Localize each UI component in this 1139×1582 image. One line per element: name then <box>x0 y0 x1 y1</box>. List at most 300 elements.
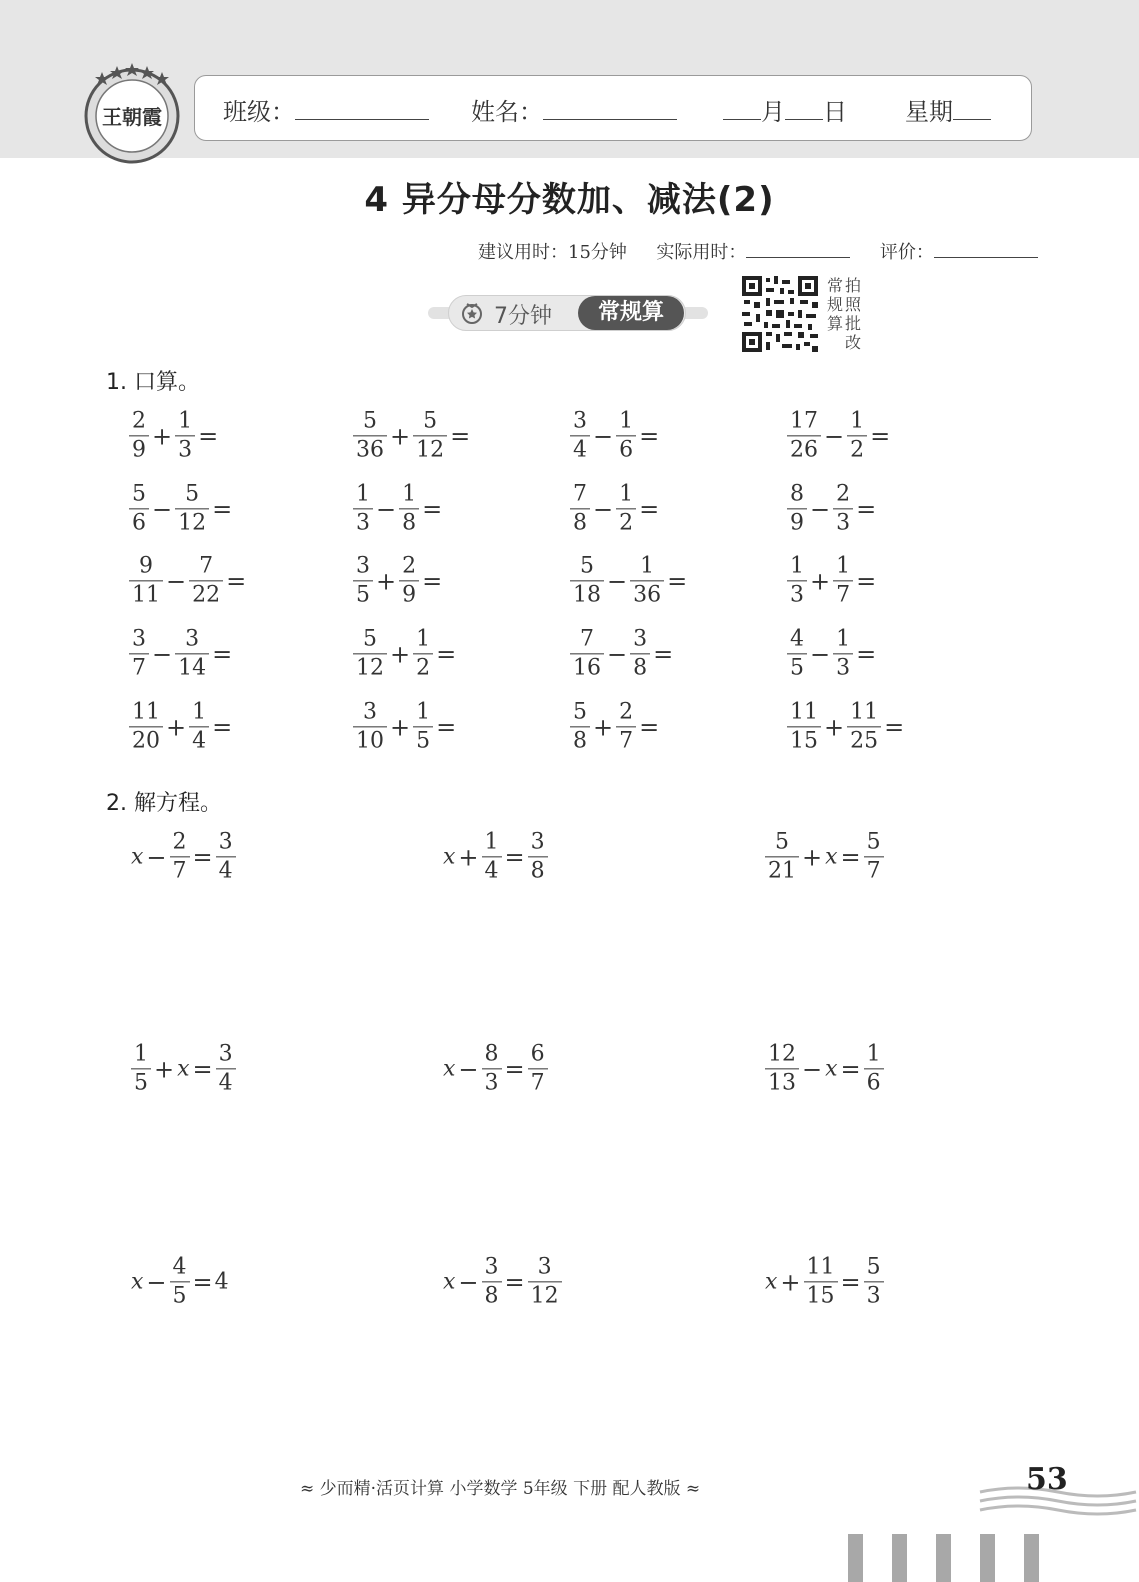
equals-sign: = <box>667 566 688 595</box>
fraction <box>570 480 590 537</box>
denominator: 8 <box>530 858 545 884</box>
variable-x: x <box>825 844 838 870</box>
operator: − <box>593 494 614 523</box>
denominator: 15 <box>806 1283 835 1309</box>
fraction <box>616 407 636 464</box>
fraction <box>399 480 419 537</box>
denominator: 2 <box>619 510 634 536</box>
fraction <box>787 407 821 464</box>
denominator: 26 <box>790 437 818 463</box>
equals-sign: = <box>422 566 443 595</box>
oral-problem <box>352 407 472 464</box>
denominator: 21 <box>768 858 796 884</box>
equals-sign: = <box>212 712 233 741</box>
equation-problem <box>130 1040 237 1097</box>
oral-problem <box>352 552 444 609</box>
fraction <box>189 552 223 609</box>
denominator: 11 <box>132 582 160 608</box>
operator: − <box>152 494 173 523</box>
equals-sign: = <box>639 712 660 741</box>
numerator: 5 <box>866 829 881 855</box>
suggested-time: 建议用时：15分钟 <box>478 242 627 263</box>
fraction <box>616 698 636 755</box>
fraction <box>847 698 881 755</box>
oral-problem <box>128 625 234 682</box>
numerator: 3 <box>356 553 370 579</box>
page-number: 53 <box>1026 1462 1068 1497</box>
denominator: 4 <box>192 728 207 754</box>
operator: + <box>593 712 614 741</box>
numerator: 2 <box>402 553 417 579</box>
fraction <box>353 698 387 755</box>
actual-time-label: 实际用时： <box>656 242 747 263</box>
denominator: 22 <box>192 582 221 608</box>
fraction <box>787 552 807 609</box>
fraction <box>864 1040 884 1097</box>
operator: + <box>780 1267 801 1296</box>
equals-sign: = <box>840 842 861 871</box>
fraction <box>353 480 373 537</box>
numerator: 5 <box>866 1254 881 1280</box>
operator: + <box>166 712 187 741</box>
numerator: 7 <box>573 481 587 507</box>
denominator: 7 <box>866 858 881 884</box>
equals-sign: = <box>884 712 905 741</box>
fraction <box>864 828 884 885</box>
denominator: 7 <box>836 582 851 608</box>
fraction <box>189 698 209 755</box>
numerator: 3 <box>363 699 377 725</box>
fraction <box>570 625 604 682</box>
denominator: 3 <box>790 582 804 608</box>
equals-sign: = <box>840 1267 861 1296</box>
denominator: 5 <box>790 655 804 681</box>
denominator: 2 <box>416 655 431 681</box>
denominator: 18 <box>573 582 601 608</box>
numerator: 1 <box>790 553 804 579</box>
operator: − <box>824 421 845 450</box>
variable-x: x <box>131 844 144 870</box>
fraction <box>630 625 650 682</box>
equation-problem <box>764 828 885 885</box>
numerator: 11 <box>806 1254 835 1280</box>
section-equation-title: 2. 解方程。 <box>106 791 222 816</box>
oral-problem <box>786 480 878 537</box>
numerator: 12 <box>768 1041 796 1067</box>
fraction <box>129 407 149 464</box>
fraction <box>616 480 636 537</box>
edge-tab-bars <box>848 1534 1039 1582</box>
numerator: 9 <box>139 553 153 579</box>
oral-problem <box>569 552 689 609</box>
timing-row <box>478 238 1038 264</box>
denominator: 8 <box>633 655 648 681</box>
denominator: 6 <box>866 1070 881 1096</box>
numerator: 2 <box>172 829 187 855</box>
numerator: 1 <box>134 1041 148 1067</box>
numerator: 1 <box>866 1041 881 1067</box>
fraction <box>170 1253 190 1310</box>
numerator: 1 <box>850 408 865 434</box>
denominator: 10 <box>356 728 384 754</box>
numerator: 3 <box>132 626 146 652</box>
equals-sign: = <box>436 712 457 741</box>
numerator: 5 <box>363 408 377 434</box>
equals-sign: = <box>653 639 674 668</box>
fraction <box>482 828 502 885</box>
fraction <box>833 480 853 537</box>
numerator: 5 <box>580 553 594 579</box>
variable-x: x <box>825 1056 838 1082</box>
page-title: 4 异分母分数加、减法(2) <box>364 180 775 220</box>
weekday-label: 星期 <box>905 98 953 126</box>
actual-time-blank[interactable] <box>746 243 850 258</box>
numerator: 1 <box>356 481 370 507</box>
numerator: 1 <box>836 626 851 652</box>
fraction <box>353 407 387 464</box>
numerator: 1 <box>619 481 634 507</box>
numerator: 1 <box>484 829 499 855</box>
denominator: 14 <box>178 655 207 681</box>
numerator: 11 <box>790 699 818 725</box>
oral-problem <box>352 625 458 682</box>
fraction <box>833 552 853 609</box>
denominator: 5 <box>172 1283 187 1309</box>
student-info-box <box>194 75 1032 141</box>
numerator: 1 <box>416 699 431 725</box>
section-oral-title: 1. 口算。 <box>106 370 200 395</box>
numerator: 2 <box>836 481 851 507</box>
oral-problem <box>569 625 675 682</box>
oral-problem <box>569 407 661 464</box>
month-blank[interactable] <box>723 99 761 120</box>
fraction <box>765 1040 799 1097</box>
denominator: 36 <box>356 437 384 463</box>
fraction <box>413 625 433 682</box>
numerator: 1 <box>178 408 193 434</box>
numerator: 17 <box>790 408 818 434</box>
qr-caption-left: 常规算 <box>826 276 843 333</box>
denominator: 9 <box>132 437 146 463</box>
denominator: 5 <box>416 728 431 754</box>
name-blank[interactable] <box>543 99 677 120</box>
rating-blank[interactable] <box>934 243 1038 258</box>
denominator: 4 <box>484 858 499 884</box>
denominator: 7 <box>619 728 634 754</box>
badge-time: 7分钟 <box>494 304 552 329</box>
equals-sign: = <box>856 494 877 523</box>
operator: − <box>810 639 831 668</box>
equals-sign: = <box>840 1054 861 1083</box>
operator: − <box>166 566 187 595</box>
class-field[interactable] <box>223 92 429 127</box>
numerator: 1 <box>836 553 851 579</box>
numerator: 4 <box>790 626 804 652</box>
numerator: 7 <box>199 553 214 579</box>
fraction <box>129 480 149 537</box>
denominator: 4 <box>218 858 233 884</box>
fraction <box>399 552 419 609</box>
denominator: 3 <box>836 655 851 681</box>
denominator: 3 <box>356 510 370 536</box>
oral-problem <box>128 480 234 537</box>
fraction <box>570 407 590 464</box>
class-blank[interactable] <box>295 99 429 120</box>
denominator: 25 <box>850 728 879 754</box>
equals-sign: = <box>198 421 219 450</box>
day-blank[interactable] <box>785 99 823 120</box>
fraction <box>170 828 190 885</box>
oral-problem <box>786 407 892 464</box>
operator: + <box>152 421 173 450</box>
medal-icon <box>460 301 484 325</box>
oral-problem <box>786 625 878 682</box>
oral-problem <box>786 698 906 755</box>
numerator: 3 <box>218 829 233 855</box>
oral-problem <box>786 552 878 609</box>
denominator: 3 <box>866 1283 881 1309</box>
equals-sign: = <box>856 639 877 668</box>
fraction <box>175 480 209 537</box>
operator: − <box>802 1054 823 1083</box>
denominator: 5 <box>356 582 370 608</box>
logo-text: 王朝霞 <box>102 105 162 129</box>
operator: − <box>593 421 614 450</box>
denominator: 3 <box>836 510 851 536</box>
numerator: 11 <box>850 699 879 725</box>
oral-problem <box>569 480 661 537</box>
denominator: 12 <box>416 437 445 463</box>
equation-problem <box>442 828 549 885</box>
numerator: 7 <box>580 626 594 652</box>
fraction <box>216 1040 236 1097</box>
fraction <box>528 1040 548 1097</box>
fraction <box>864 1253 884 1310</box>
operator: + <box>802 842 823 871</box>
operator: + <box>824 712 845 741</box>
equation-problem <box>130 828 237 885</box>
fraction <box>413 407 447 464</box>
numerator: 5 <box>363 626 377 652</box>
numerator: 1 <box>640 553 655 579</box>
operator: − <box>458 1054 479 1083</box>
name-label: 姓名： <box>471 98 543 126</box>
denominator: 4 <box>573 437 587 463</box>
denominator: 12 <box>178 510 207 536</box>
fraction <box>353 625 387 682</box>
fraction <box>216 828 236 885</box>
fraction <box>175 407 195 464</box>
equals-sign: = <box>639 421 660 450</box>
denominator: 7 <box>530 1070 545 1096</box>
denominator: 7 <box>172 858 187 884</box>
numerator: 3 <box>530 829 545 855</box>
denominator: 3 <box>178 437 193 463</box>
equation-problem <box>764 1253 885 1310</box>
numerator: 1 <box>619 408 634 434</box>
operator: + <box>458 842 479 871</box>
equation-problem <box>764 1040 885 1097</box>
denominator: 13 <box>768 1070 796 1096</box>
oral-problem <box>128 552 248 609</box>
equals-sign: = <box>450 421 471 450</box>
denominator: 5 <box>134 1070 148 1096</box>
equation-problem <box>442 1040 549 1097</box>
operator: − <box>376 494 397 523</box>
operator: − <box>146 1267 167 1296</box>
denominator: 20 <box>132 728 160 754</box>
numerator: 3 <box>218 1041 233 1067</box>
equals-sign: = <box>639 494 660 523</box>
operator: + <box>390 421 411 450</box>
equals-sign: = <box>192 1267 213 1296</box>
equals-sign: = <box>212 494 233 523</box>
equation-problem <box>442 1253 563 1310</box>
denominator: 8 <box>484 1283 499 1309</box>
fraction <box>787 480 807 537</box>
denominator: 8 <box>402 510 417 536</box>
numerator: 5 <box>132 481 146 507</box>
denominator: 15 <box>790 728 818 754</box>
equals-sign: = <box>226 566 247 595</box>
fraction <box>630 552 664 609</box>
badge-tag: 常规算 <box>578 296 684 330</box>
operator: − <box>458 1267 479 1296</box>
equals-sign: = <box>504 842 525 871</box>
month-label: 月 <box>761 98 785 126</box>
equation-problem <box>130 1253 229 1310</box>
numerator: 2 <box>619 699 634 725</box>
numerator: 3 <box>633 626 648 652</box>
denominator: 7 <box>132 655 146 681</box>
numerator: 8 <box>790 481 804 507</box>
fraction <box>528 828 548 885</box>
equals-sign: = <box>504 1267 525 1296</box>
numerator: 3 <box>484 1254 499 1280</box>
fraction <box>787 698 821 755</box>
day-label: 日 <box>823 98 847 126</box>
oral-problem <box>352 480 444 537</box>
fraction <box>413 698 433 755</box>
qr-code-icon[interactable] <box>740 274 820 354</box>
rating-label: 评价： <box>879 242 934 263</box>
operator: − <box>607 566 628 595</box>
numerator: 3 <box>573 408 587 434</box>
numerator: 11 <box>132 699 160 725</box>
name-field[interactable] <box>471 92 677 127</box>
number: 4 <box>214 1269 229 1295</box>
fraction <box>353 552 373 609</box>
fraction <box>175 625 209 682</box>
fraction <box>482 1040 502 1097</box>
equals-sign: = <box>192 842 213 871</box>
oral-problem <box>352 698 458 755</box>
numerator: 2 <box>132 408 146 434</box>
numerator: 5 <box>573 699 587 725</box>
denominator: 12 <box>356 655 384 681</box>
numerator: 3 <box>537 1254 552 1280</box>
numerator: 1 <box>416 626 431 652</box>
fraction <box>482 1253 502 1310</box>
fraction <box>833 625 853 682</box>
operator: + <box>390 639 411 668</box>
oral-problem <box>128 407 220 464</box>
numerator: 5 <box>775 829 789 855</box>
qr-caption-right: 拍照批改 <box>844 276 861 352</box>
operator: − <box>810 494 831 523</box>
equals-sign: = <box>856 566 877 595</box>
operator: − <box>607 639 628 668</box>
weekday-field[interactable] <box>905 92 991 127</box>
equals-sign: = <box>212 639 233 668</box>
operator: − <box>152 639 173 668</box>
numerator: 5 <box>423 408 438 434</box>
fraction <box>129 552 163 609</box>
denominator: 4 <box>218 1070 233 1096</box>
numerator: 8 <box>484 1041 499 1067</box>
denominator: 6 <box>619 437 634 463</box>
fraction <box>131 1040 151 1097</box>
fraction <box>787 625 807 682</box>
numerator: 1 <box>192 699 207 725</box>
denominator: 3 <box>484 1070 499 1096</box>
denominator: 8 <box>573 510 587 536</box>
fraction <box>570 698 590 755</box>
footer-text: ≈ 少而精·活页计算 小学数学 5年级 下册 配人教版 ≈ <box>300 1479 701 1499</box>
denominator: 9 <box>790 510 804 536</box>
numerator: 1 <box>402 481 417 507</box>
numerator: 6 <box>530 1041 545 1067</box>
equals-sign: = <box>504 1054 525 1083</box>
fraction <box>129 625 149 682</box>
variable-x: x <box>131 1269 144 1295</box>
date-field[interactable] <box>723 92 847 127</box>
operator: + <box>154 1054 175 1083</box>
numerator: 3 <box>185 626 200 652</box>
denominator: 16 <box>573 655 601 681</box>
operator: + <box>376 566 397 595</box>
weekday-blank[interactable] <box>953 99 991 120</box>
variable-x: x <box>443 1269 456 1295</box>
variable-x: x <box>177 1056 190 1082</box>
equals-sign: = <box>422 494 443 523</box>
numerator: 4 <box>172 1254 187 1280</box>
numerator: 5 <box>185 481 200 507</box>
denominator: 6 <box>132 510 146 536</box>
brand-logo <box>80 60 184 164</box>
equals-sign: = <box>192 1054 213 1083</box>
variable-x: x <box>765 1269 778 1295</box>
operator: + <box>810 566 831 595</box>
variable-x: x <box>443 844 456 870</box>
fraction <box>804 1253 838 1310</box>
fraction <box>765 828 799 885</box>
equals-sign: = <box>870 421 891 450</box>
equals-sign: = <box>436 639 457 668</box>
fraction <box>129 698 163 755</box>
oral-problem <box>569 698 661 755</box>
variable-x: x <box>443 1056 456 1082</box>
denominator: 8 <box>573 728 587 754</box>
operator: − <box>146 842 167 871</box>
class-label: 班级： <box>223 98 295 126</box>
denominator: 36 <box>633 582 662 608</box>
fraction <box>570 552 604 609</box>
denominator: 9 <box>402 582 417 608</box>
oral-problem <box>128 698 234 755</box>
denominator: 2 <box>850 437 865 463</box>
fraction <box>528 1253 562 1310</box>
